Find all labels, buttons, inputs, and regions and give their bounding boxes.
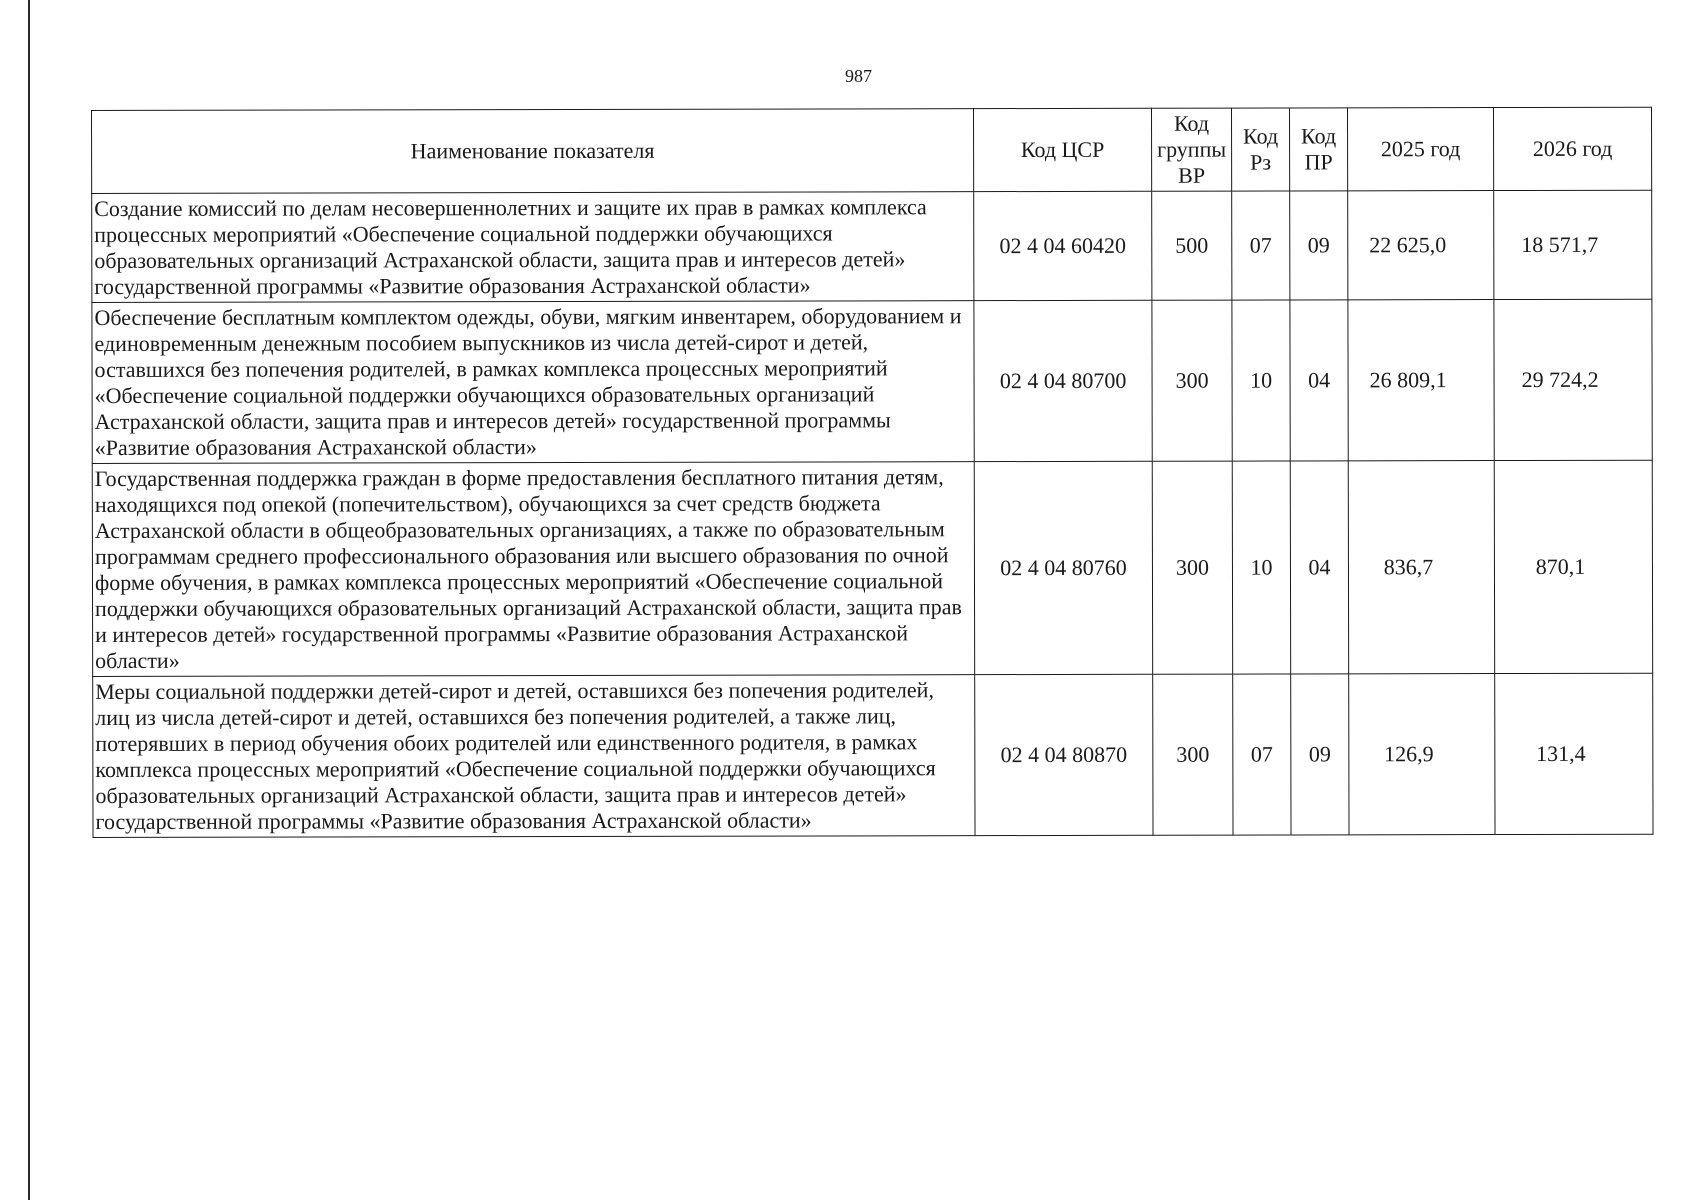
row-rz-code: 07 [1233, 674, 1291, 835]
row-amount-2026: 870,1 [1494, 460, 1652, 673]
row-vr-code: 300 [1152, 461, 1232, 674]
row-pr-code: 04 [1290, 300, 1348, 461]
row-name: Обеспечение бесплатным комплектом одежды, обуви, мягким инвентарем, оборудованием и единовременным денежным пособием выпускников из числа детей-сирот и детей, оставшихся без попечения родителей, в рамках комплекса процессных мероприятий «Обеспечение социальной поддержки обучающихся образовательных организаций Астраханской области, защита прав и интересов детей» государственной программы «Развитие образования Астраханской области» [92, 301, 974, 464]
row-pr-code: 04 [1290, 461, 1348, 674]
row-vr-code: 500 [1152, 191, 1232, 300]
row-amount-2026: 29 724,2 [1494, 299, 1652, 460]
row-name: Государственная поддержка граждан в форме предоставления бесплатного питания детям, находящихся под опекой (попечительством), обучающихся за счет средств бюджета Астраханской области в общеобразовательных организациях, а также по образовательным программам среднего профессионального образования или высшего образования по очной форме обучения, в рамках комплекса процессных мероприятий «Обеспечение социальной поддержки обучающихся образовательных организаций Астраханской области, защита прав и интересов детей» государственной программы «Развитие образования Астраханской области» [92, 462, 974, 677]
table-row [92, 299, 1652, 463]
table-row [92, 460, 1652, 676]
row-name: Меры социальной поддержки детей-сирот и детей, оставшихся без попечения родителей, лиц из числа детей-сирот и детей, оставшихся без попечения родителей, а также лиц, потерявших в период обучения обоих родителей или единственного родителя, в рамках комплекса процессных мероприятий «Обеспечение социальной поддержки обучающихся образовательных организаций Астраханской области, защита прав и интересов детей» государственной программы «Развитие образования Астраханской области» [93, 675, 975, 838]
header-year-2026: 2026 год [1493, 107, 1651, 190]
row-vr-code: 300 [1153, 674, 1233, 835]
row-csr-code: 02 4 04 80870 [975, 674, 1153, 835]
table-row [93, 673, 1653, 837]
budget-table [91, 107, 1654, 838]
header-rz-code: Код Рз [1231, 108, 1289, 191]
row-pr-code: 09 [1290, 191, 1348, 300]
row-vr-code: 300 [1152, 300, 1232, 461]
header-pr-code: Код ПР [1289, 108, 1347, 191]
row-csr-code: 02 4 04 60420 [974, 191, 1152, 300]
row-rz-code: 10 [1232, 300, 1290, 461]
row-amount-2025: 126,9 [1349, 674, 1495, 835]
row-amount-2025: 836,7 [1348, 461, 1494, 674]
header-vr-code: Код группы ВР [1151, 108, 1231, 191]
page-number: 987 [845, 66, 872, 86]
header-name: Наименование показателя [92, 109, 974, 194]
page-binding-line [28, 0, 30, 1200]
row-csr-code: 02 4 04 80760 [974, 461, 1152, 674]
row-rz-code: 07 [1232, 191, 1290, 300]
table-row [92, 190, 1652, 302]
table-header-row [92, 107, 1652, 193]
header-csr-code: Код ЦСР [973, 108, 1151, 191]
row-name: Создание комиссий по делам несовершеннолетних и защите их прав в рамках комплекса процессных мероприятий «Обеспечение социальной поддержки обучающихся образовательных организаций Астраханской области, защита прав и интересов детей» государственной программы «Развитие образования Астраханской области» [92, 192, 974, 303]
row-pr-code: 09 [1291, 674, 1349, 835]
row-amount-2025: 22 625,0 [1348, 191, 1494, 300]
row-amount-2025: 26 809,1 [1348, 300, 1494, 461]
row-amount-2026: 18 571,7 [1494, 190, 1652, 299]
header-year-2025: 2025 год [1347, 108, 1493, 191]
row-rz-code: 10 [1232, 461, 1290, 674]
row-csr-code: 02 4 04 80700 [974, 300, 1152, 461]
row-amount-2026: 131,4 [1495, 673, 1653, 834]
